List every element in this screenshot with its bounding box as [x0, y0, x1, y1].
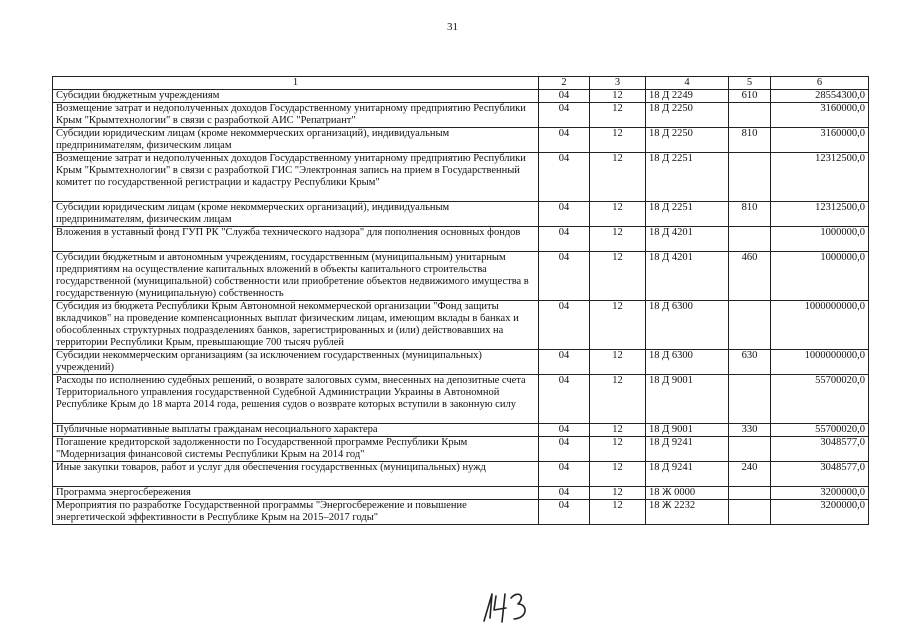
row-amount: 3200000,0	[771, 487, 869, 500]
table-row	[53, 301, 869, 350]
row-subsection: 12	[590, 375, 646, 424]
row-name: Субсидии юридическим лицам (кроме некоммерческих организаций), индивидуальным предпринимателям, физическим лицам	[53, 128, 539, 153]
row-amount: 1000000,0	[771, 252, 869, 301]
row-expense-type: 810	[729, 202, 771, 227]
table-row	[53, 500, 869, 525]
row-expense-type	[729, 487, 771, 500]
row-expense-type: 630	[729, 350, 771, 375]
row-amount: 1000000000,0	[771, 301, 869, 350]
row-subsection: 12	[590, 462, 646, 487]
row-target-code: 18 Ж 0000	[646, 487, 729, 500]
header-cell-4: 4	[646, 77, 729, 90]
row-subsection: 12	[590, 90, 646, 103]
row-target-code: 18 Д 2251	[646, 153, 729, 202]
row-amount: 1000000000,0	[771, 350, 869, 375]
row-subsection: 12	[590, 437, 646, 462]
row-subsection: 12	[590, 202, 646, 227]
row-expense-type	[729, 500, 771, 525]
table-row	[53, 202, 869, 227]
row-section: 04	[539, 424, 590, 437]
row-section: 04	[539, 350, 590, 375]
row-name: Возмещение затрат и недополученных доходов Государственному унитарному предприятию Республики Крым "Крымтехнологии" в связи с разработкой ГИС "Электронная запись на прием в Государственный комитет по государственной регистрации и кадастру Республики Крым"	[53, 153, 539, 202]
header-cell-1: 1	[53, 77, 539, 90]
row-expense-type	[729, 437, 771, 462]
page-number: 31	[447, 21, 458, 33]
row-section: 04	[539, 301, 590, 350]
row-name: Субсидия из бюджета Республики Крым Автономной некоммерческой организации "Фонд защиты вкладчиков" на проведение компенсационных выплат физическим лицам, имеющим вклады в банках и обособленных структурных подразделениях банков, зарегистрированных и (или) действовавших на территории Республики Крым, превышающие 700 тысяч рублей	[53, 301, 539, 350]
row-target-code: 18 Д 9001	[646, 375, 729, 424]
row-name: Иные закупки товаров, работ и услуг для обеспечения государственных (муниципальных) нужд	[53, 462, 539, 487]
row-subsection: 12	[590, 252, 646, 301]
row-subsection: 12	[590, 301, 646, 350]
row-target-code: 18 Д 4201	[646, 252, 729, 301]
table-row	[53, 227, 869, 252]
row-expense-type: 240	[729, 462, 771, 487]
row-subsection: 12	[590, 103, 646, 128]
budget-table	[52, 76, 869, 525]
row-amount: 1000000,0	[771, 227, 869, 252]
table-row	[53, 487, 869, 500]
row-section: 04	[539, 90, 590, 103]
row-subsection: 12	[590, 424, 646, 437]
row-name: Вложения в уставный фонд ГУП РК "Служба технического надзора" для пополнения основных фондов	[53, 227, 539, 252]
row-name: Расходы по исполнению судебных решений, о возврате залоговых сумм, внесенных на депозитные счета Территориального управления государственной Судебной Администрации Украины в Автономной Республике Крым до 18 марта 2014 года, решения судов о возврате которых вступили в законную силу	[53, 375, 539, 424]
row-amount: 55700020,0	[771, 375, 869, 424]
row-target-code: 18 Д 6300	[646, 350, 729, 375]
row-target-code: 18 Д 9241	[646, 437, 729, 462]
row-name: Возмещение затрат и недополученных доходов Государственному унитарному предприятию Республики Крым "Крымтехнологии" в связи с разработкой АИС "Репатриант"	[53, 103, 539, 128]
header-cell-2: 2	[539, 77, 590, 90]
header-cell-6: 6	[771, 77, 869, 90]
table-row	[53, 437, 869, 462]
row-target-code: 18 Д 2250	[646, 128, 729, 153]
row-amount: 3160000,0	[771, 103, 869, 128]
header-cell-3: 3	[590, 77, 646, 90]
header-cell-5: 5	[729, 77, 771, 90]
row-expense-type	[729, 227, 771, 252]
row-amount: 55700020,0	[771, 424, 869, 437]
row-name: Субсидии бюджетным и автономным учреждениям, государственным (муниципальным) унитарным предприятиям на осуществление капитальных вложений в объекты капитального строительства государственной (муниципальной) собственности или приобретение объектов недвижимого имущества в государственную (муниципальную) собственность	[53, 252, 539, 301]
row-section: 04	[539, 128, 590, 153]
row-name: Субсидии бюджетным учреждениям	[53, 90, 539, 103]
row-expense-type: 460	[729, 252, 771, 301]
row-section: 04	[539, 487, 590, 500]
table-row	[53, 128, 869, 153]
row-expense-type: 810	[729, 128, 771, 153]
row-expense-type	[729, 103, 771, 128]
row-target-code: 18 Д 4201	[646, 227, 729, 252]
row-section: 04	[539, 252, 590, 301]
row-target-code: 18 Д 9001	[646, 424, 729, 437]
table-row	[53, 103, 869, 128]
row-expense-type: 610	[729, 90, 771, 103]
row-name: Программа энергосбережения	[53, 487, 539, 500]
row-subsection: 12	[590, 128, 646, 153]
row-section: 04	[539, 462, 590, 487]
row-target-code: 18 Д 2250	[646, 103, 729, 128]
row-expense-type	[729, 153, 771, 202]
table-row	[53, 462, 869, 487]
row-expense-type	[729, 301, 771, 350]
row-section: 04	[539, 153, 590, 202]
row-name: Мероприятия по разработке Государственной программы "Энергосбережение и повышение энергетической эффективности в Республике Крым на 2015–2017 годы"	[53, 500, 539, 525]
table-row	[53, 252, 869, 301]
row-target-code: 18 Д 6300	[646, 301, 729, 350]
table-row	[53, 350, 869, 375]
row-amount: 3200000,0	[771, 500, 869, 525]
row-name: Субсидии некоммерческим организациям (за исключением государственных (муниципальных) учреждений)	[53, 350, 539, 375]
row-subsection: 12	[590, 227, 646, 252]
row-subsection: 12	[590, 500, 646, 525]
row-section: 04	[539, 227, 590, 252]
row-amount: 3048577,0	[771, 437, 869, 462]
row-target-code: 18 Д 2249	[646, 90, 729, 103]
table-row	[53, 90, 869, 103]
row-section: 04	[539, 437, 590, 462]
table-header-row	[53, 77, 869, 90]
row-name: Субсидии юридическим лицам (кроме некоммерческих организаций), индивидуальным предпринимателям, физическим лицам	[53, 202, 539, 227]
row-subsection: 12	[590, 350, 646, 375]
row-section: 04	[539, 202, 590, 227]
row-subsection: 12	[590, 153, 646, 202]
row-expense-type: 330	[729, 424, 771, 437]
row-target-code: 18 Д 9241	[646, 462, 729, 487]
row-name: Публичные нормативные выплаты гражданам несоциального характера	[53, 424, 539, 437]
row-amount: 12312500,0	[771, 153, 869, 202]
table-row	[53, 424, 869, 437]
handwritten-page-mark	[478, 588, 538, 626]
row-section: 04	[539, 103, 590, 128]
row-amount: 12312500,0	[771, 202, 869, 227]
row-target-code: 18 Ж 2232	[646, 500, 729, 525]
row-subsection: 12	[590, 487, 646, 500]
row-section: 04	[539, 500, 590, 525]
table-row	[53, 375, 869, 424]
row-amount: 3048577,0	[771, 462, 869, 487]
table-row	[53, 153, 869, 202]
row-amount: 28554300,0	[771, 90, 869, 103]
row-name: Погашение кредиторской задолженности по Государственной программе Республики Крым "Модернизация финансовой системы Республики Крым на 2014 год"	[53, 437, 539, 462]
row-target-code: 18 Д 2251	[646, 202, 729, 227]
row-expense-type	[729, 375, 771, 424]
row-section: 04	[539, 375, 590, 424]
row-amount: 3160000,0	[771, 128, 869, 153]
